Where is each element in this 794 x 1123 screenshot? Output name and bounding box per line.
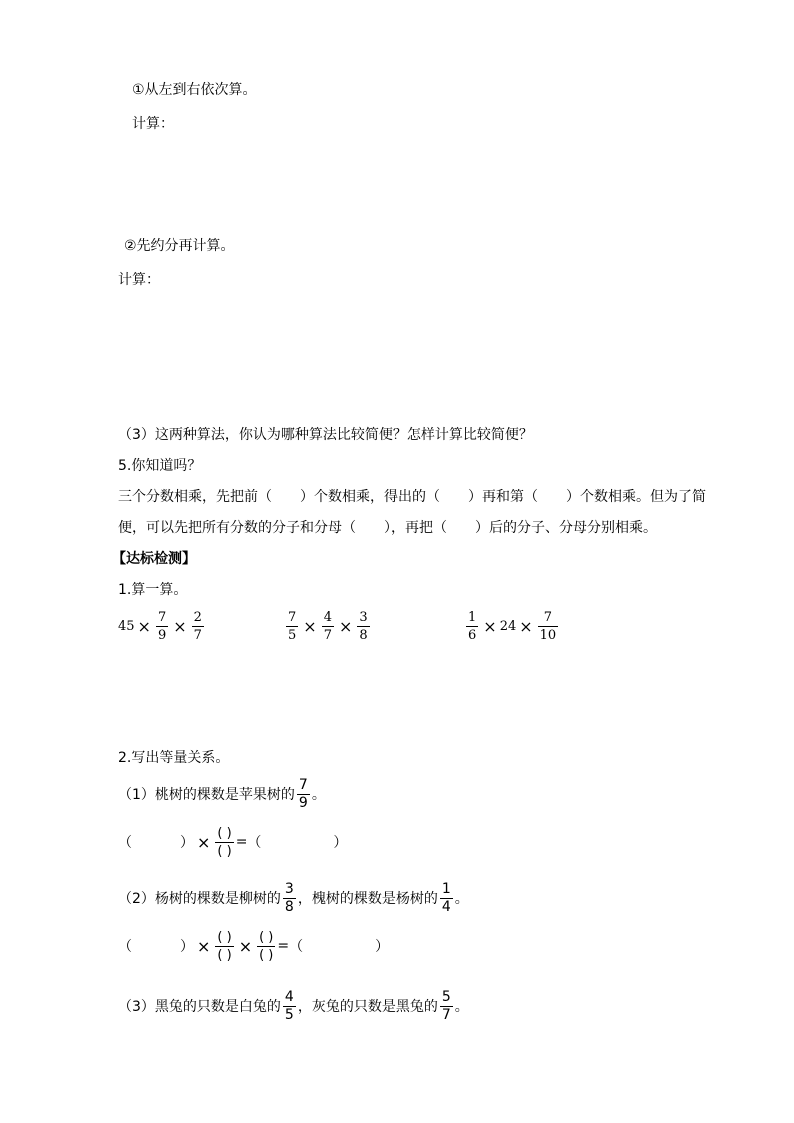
numerator: 7 [288,609,297,625]
blank-numerator[interactable]: ( ) [217,825,232,841]
blank-denominator[interactable]: ( ) [217,947,232,963]
denominator: 7 [441,1006,451,1023]
period: 。 [311,787,326,803]
fraction [156,609,168,644]
period: 。 [454,891,469,907]
numerator: 2 [193,609,202,625]
blank-fraction[interactable] [215,825,233,860]
part-1-statement [118,772,326,816]
question-5-title: 5.你知道吗？ [118,458,202,474]
part-1-text: （1）桃树的棵数是苹果树的 [118,787,295,803]
period: 。 [454,999,469,1015]
times-sign: × [483,616,497,636]
left-paren: （ [289,939,304,955]
numerator: 3 [359,609,368,625]
numerator: 7 [543,609,553,625]
numerator: 5 [441,988,451,1005]
numerator: 7 [298,776,308,793]
denominator: 10 [539,627,557,643]
part-2-text-b: ，槐树的棵数是杨树的 [297,891,438,907]
denominator: 9 [157,627,167,643]
blank-numerator[interactable]: ( ) [217,929,232,945]
numerator: 7 [157,609,167,625]
times-sign: × [137,616,151,636]
blank-denominator[interactable]: ( ) [217,843,232,859]
question-3: （3）这两种算法，你认为哪种算法比较简便？怎样计算比较简便？ [118,427,533,443]
whole-number: 24 [499,618,517,634]
numerator: 4 [323,609,332,625]
equals-sign: = [235,834,248,850]
numerator: 3 [284,880,294,897]
times-sign: × [238,936,253,956]
equals-sign: = [277,938,290,954]
denominator: 4 [441,898,451,915]
fraction [192,609,204,644]
part-2-equation [118,924,389,968]
fraction [322,609,334,644]
right-paren: ） [333,835,348,851]
fraction [357,609,369,644]
denominator: 5 [284,1006,294,1023]
exercise-2-title: 2.写出等量关系。 [118,750,230,766]
step2-label: ②先约分再计算。 [124,238,235,254]
fraction [297,777,310,812]
part-2-statement [118,876,469,920]
blank-fraction[interactable] [257,929,275,964]
times-sign: × [197,832,211,852]
denominator: 9 [298,794,308,811]
step1-label: ①从左到右依次算。 [132,82,257,98]
times-sign: × [197,936,211,956]
fraction [283,881,296,916]
numerator: 1 [441,880,451,897]
times-sign: × [338,616,353,636]
denominator: 7 [323,627,332,643]
times-sign: × [519,616,533,636]
right-paren: ） [375,939,390,955]
blank-fraction[interactable] [215,929,233,964]
fraction [440,881,453,916]
fraction [283,989,296,1024]
left-paren: （ [247,835,262,851]
denominator: 5 [288,627,297,643]
expression-2 [284,604,372,648]
times-sign: × [173,616,187,636]
question-5-line2: 便，可以先把所有分数的分子和分母（ ），再把（ ）后的分子、分母分别相乘。 [118,520,657,536]
part-3-statement [118,984,469,1028]
denominator: 6 [468,627,477,643]
expression-1 [118,604,206,648]
step1-calc-label: 计算： [132,116,174,132]
right-paren: ） [180,939,194,955]
left-paren: （ [118,835,132,851]
part-3-text-b: ，灰兔的只数是黑兔的 [297,999,438,1015]
section-title: 【达标检测】 [112,551,196,567]
part-1-equation [118,820,347,864]
whole-number: 45 [118,618,135,634]
part-3-text-a: （3）黑兔的只数是白兔的 [118,999,281,1015]
fraction [286,609,298,644]
blank-denominator[interactable]: ( ) [259,947,274,963]
part-2-text-a: （2）杨树的棵数是柳树的 [118,891,281,907]
step2-calc-label: 计算： [118,272,160,288]
fraction [440,989,453,1024]
right-paren: ） [180,835,194,851]
denominator: 8 [284,898,294,915]
exercise-1-title: 1.算一算。 [118,582,188,598]
fraction [466,609,478,644]
blank-numerator[interactable]: ( ) [259,929,274,945]
question-5-line1: 三个分数相乘，先把前（ ）个数相乘，得出的（ ）再和第（ ）个数相乘。但为了简 [118,489,706,505]
numerator: 1 [468,609,477,625]
denominator: 8 [359,627,368,643]
times-sign: × [303,616,317,636]
numerator: 4 [284,988,294,1005]
fraction [538,609,559,644]
left-paren: （ [118,939,132,955]
denominator: 7 [193,627,202,643]
expression-3 [464,604,560,648]
